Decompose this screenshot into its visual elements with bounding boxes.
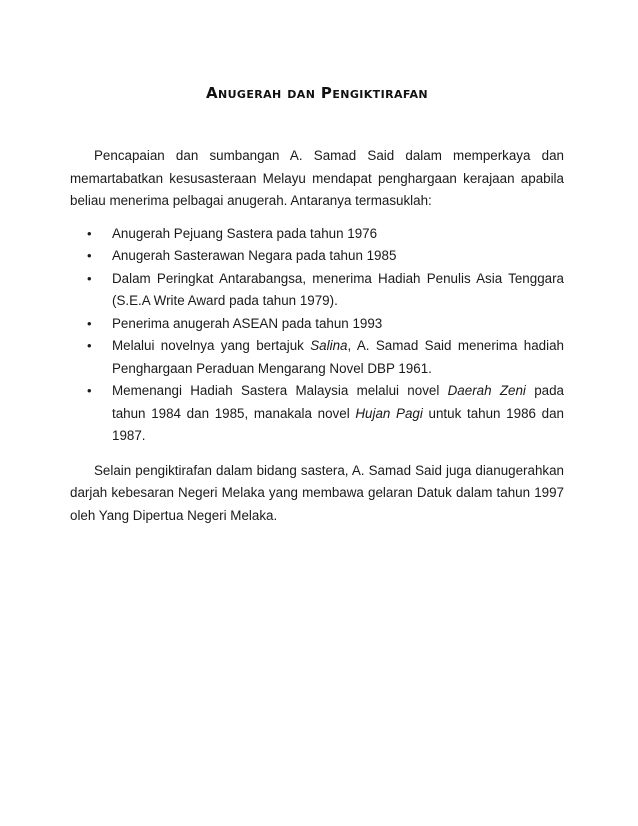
awards-list xyxy=(70,223,564,448)
list-item: • Penerima anugerah ASEAN pada tahun 1993 xyxy=(112,313,564,336)
list-item xyxy=(112,335,564,380)
list-item-text: Memenangi Hadiah Sastera Malaysia melalui novel xyxy=(112,383,448,398)
page-title: Anugerah dan Pengiktirafan xyxy=(205,84,429,102)
list-item: • Dalam Peringkat Antarabangsa, menerima Hadiah Penulis Asia Tenggara (S.E.A Write Award pada tahun 1979). xyxy=(112,268,564,313)
closing-paragraph: Selain pengiktirafan dalam bidang sastera, A. Samad Said juga dianugerahkan darjah kebesaran Negeri Melaka yang membawa gelaran Datuk dalam tahun 1997 oleh Yang Dipertua Negeri Melaka. xyxy=(70,462,564,523)
intro-paragraph: Pencapaian dan sumbangan A. Samad Said dalam memperkaya dan memartabatkan kesusasteraan Melayu mendapat penghargaan kerajaan apabila beliau menerima pelbagai anugerah. Antaranya termasuklah: xyxy=(70,148,564,208)
document-body xyxy=(70,145,564,527)
list-item-text: , A. Samad Said menerima hadiah Penghargaan Peraduan Mengarang Novel DBP 1961. xyxy=(112,338,564,376)
list-item: • Anugerah Pejuang Sastera pada tahun 1976 xyxy=(112,223,564,246)
novel-title: Salina xyxy=(310,338,348,353)
list-item-text: untuk tahun 1986 dan 1987. xyxy=(112,405,564,443)
list-item: • Anugerah Sasterawan Negara pada tahun 1985 xyxy=(112,245,564,268)
list-item-text: pada tahun 1984 dan 1985, manakala novel xyxy=(112,383,564,421)
list-item xyxy=(112,380,564,448)
list-item-text: Melalui novelnya yang bertajuk xyxy=(112,338,311,353)
novel-title: Daerah Zeni xyxy=(447,383,526,398)
novel-title: Hujan Pagi xyxy=(355,405,423,421)
